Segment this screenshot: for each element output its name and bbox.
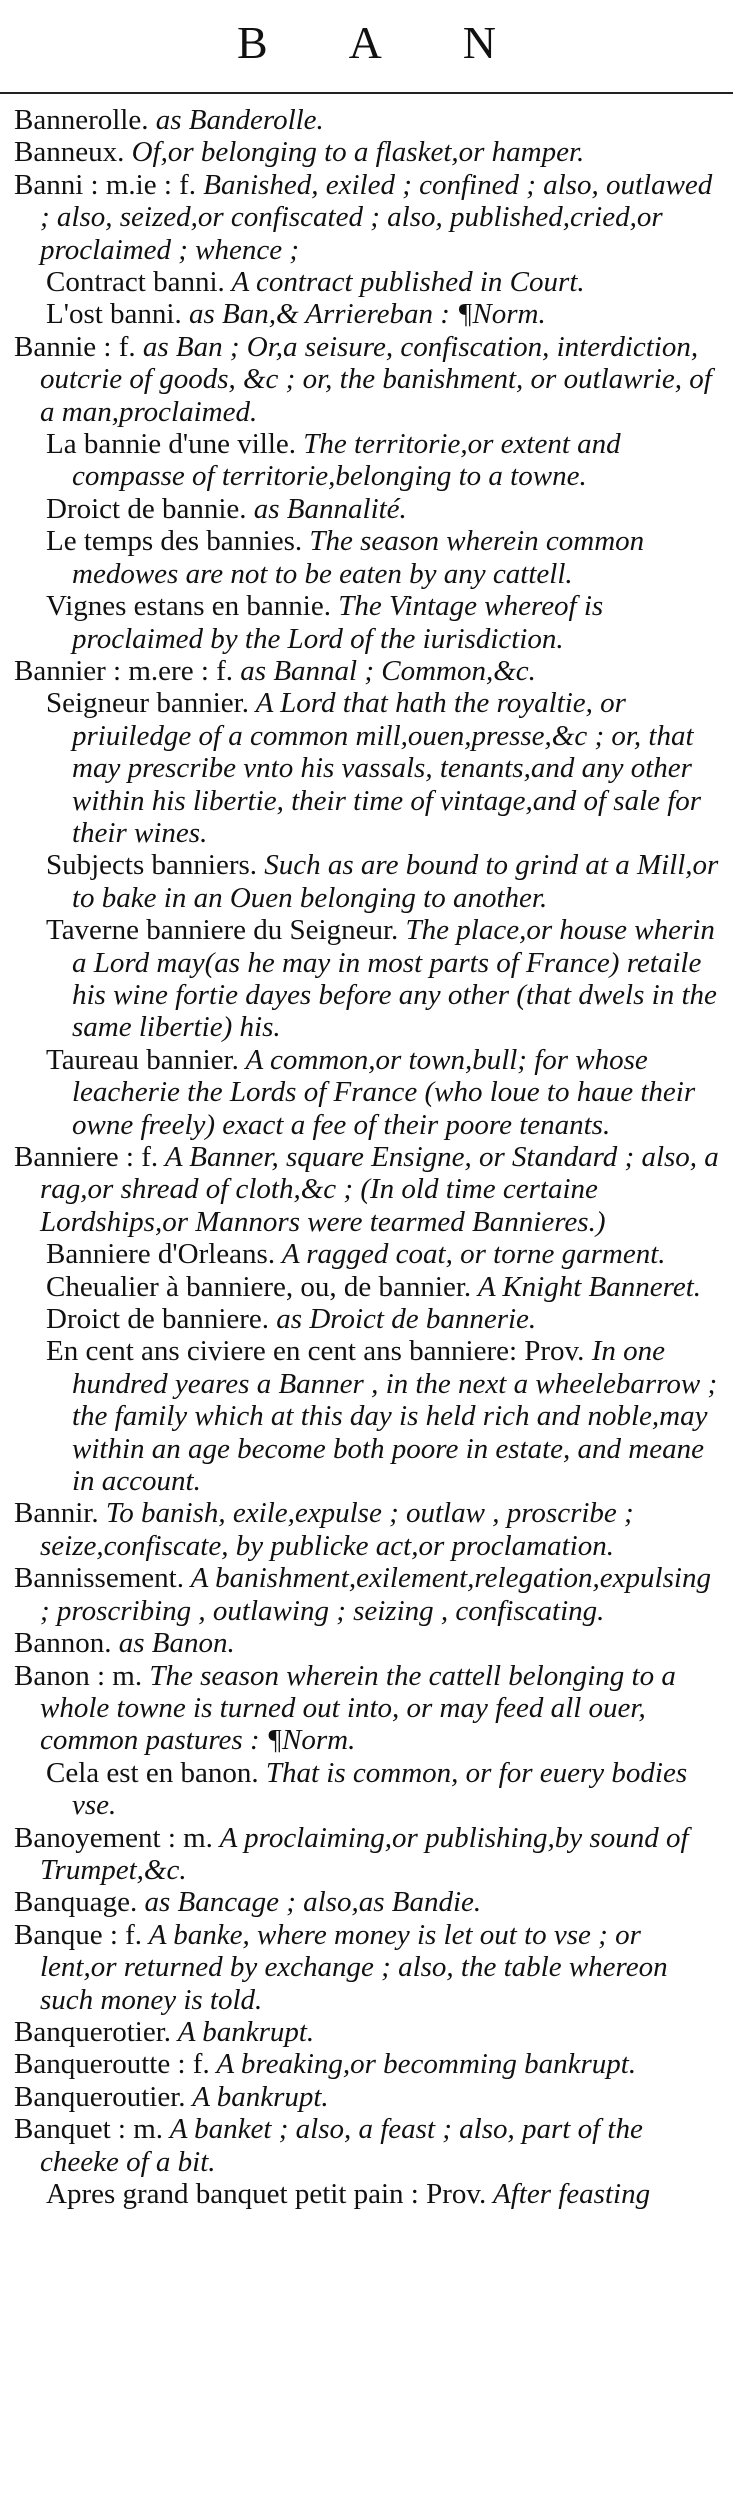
dictionary-entry: [14, 2016, 720, 2048]
entry-headword: Banquerotier.: [14, 2015, 172, 2048]
entry-headword: Bannie : f.: [14, 330, 136, 363]
entry-headword: Banon : m.: [14, 1659, 143, 1692]
entry-definition: The Vintage whereof is proclaimed by the Lord of the iurisdiction.: [72, 590, 604, 655]
dictionary-entry: [14, 1886, 720, 1918]
entry-headword: Banquage.: [14, 1886, 138, 1919]
dictionary-entry: [14, 1627, 720, 1659]
entry-definition: as Ban,& Arriereban : ¶Norm.: [181, 298, 546, 331]
entry-headword: Cheualier à banniere, ou, de bannier.: [46, 1270, 472, 1303]
entry-headword: Taureau bannier.: [46, 1043, 239, 1076]
dictionary-entry: [14, 1822, 720, 1887]
dictionary-subentry: [14, 1757, 720, 1822]
entry-definition: To banish, exile,expulse ; outlaw , proscribe ; seize,confiscate, by publicke act,or proclamation.: [40, 1497, 634, 1562]
dictionary-subentry: [14, 493, 720, 525]
entry-headword: Contract banni.: [46, 266, 225, 299]
dictionary-subentry: [14, 428, 720, 493]
dictionary-subentry: [14, 687, 720, 849]
dictionary-subentry: [14, 2178, 720, 2210]
dictionary-subentry: [14, 1303, 720, 1335]
entry-definition: The season wherein common medowes are not to be eaten by any cattell.: [72, 525, 645, 590]
entry-definition: Of,or belonging to a flasket,or hamper.: [124, 136, 585, 169]
entry-headword: Bannon.: [14, 1627, 112, 1660]
entry-definition: as Banderolle.: [148, 104, 324, 136]
entry-definition: In one hundred yeares a Banner , in the next a wheelebarrow ; the family which at this day is held rich and noble,may within an age become both poore in estate, and meane in account.: [72, 1335, 718, 1498]
header-rule: [0, 92, 733, 94]
dictionary-entry: [14, 1919, 720, 2016]
entry-definition: The season wherein the cattell belonging to a whole towne is turned out into, or may feed all ouer, common pastures : ¶Norm.: [40, 1659, 676, 1757]
entry-definition: A Banner, square Ensigne, or Standard ; also, a rag,or shread of cloth,&c ; (In old time certaine Lordships,or Mannors were tearmed Bannieres.): [40, 1141, 719, 1238]
entry-definition: as Bannalité.: [246, 492, 407, 525]
entry-definition: Banished, exiled ; confined ; also, outlawed ; also, seized,or confiscated ; also, published,cried,or proclaimed ; whence ;: [40, 168, 713, 266]
entry-definition: as Bannal ; Common,&c.: [233, 654, 536, 687]
entry-definition: A contract published in Court.: [224, 266, 585, 299]
entry-definition: After feasting: [486, 2178, 651, 2210]
entry-headword: Vignes estans en bannie.: [46, 590, 331, 623]
entry-headword: Banniere : f.: [14, 1141, 159, 1173]
entry-headword: Banqueroutte : f.: [14, 2048, 210, 2081]
entry-headword: Banneux.: [14, 136, 125, 169]
dictionary-entry: [14, 331, 720, 428]
entry-definition: The territorie,or extent and compasse of territorie,belonging to a towne.: [72, 428, 621, 493]
entry-headword: Droict de banniere.: [46, 1303, 270, 1336]
dictionary-subentry: [14, 1271, 720, 1303]
entry-definition: as Droict de bannerie.: [269, 1303, 537, 1336]
entry-headword: Bannissement.: [14, 1562, 184, 1595]
entry-definition: The place,or house wherin a Lord may(as he may in most parts of France) retaile his wine fortie dayes before any other (that dwels in the same libertie) his.: [72, 914, 717, 1044]
entry-headword: La bannie d'une ville.: [46, 428, 297, 461]
entry-headword: Bannerolle.: [14, 104, 149, 136]
entry-headword: Apres grand banquet petit pain : Prov.: [46, 2178, 487, 2210]
dictionary-entry: [14, 1497, 720, 1562]
dictionary-subentry: [14, 1238, 720, 1270]
dictionary-subentry: [14, 525, 720, 590]
entry-headword: Banque : f.: [14, 1918, 143, 1951]
entry-headword: Banoyement : m.: [14, 1821, 213, 1854]
entry-headword: Droict de bannie.: [46, 492, 247, 525]
dictionary-subentry: [14, 590, 720, 655]
entry-definition: Such as are bound to grind at a Mill,or to bake in an Ouen belonging to another.: [72, 849, 719, 914]
dictionary-subentry: [14, 298, 720, 330]
dictionary-entry: [14, 2081, 720, 2113]
entry-definition: A Lord that hath the royaltie, or priuiledge of a common mill,ouen,presse,&c ; or, that may prescribe vnto his vassals, tenants,and any other within his libertie, their time of vintage,and of sale for their wines.: [72, 687, 702, 849]
dictionary-entry: [14, 136, 720, 168]
entry-headword: Banni : m.ie : f.: [14, 168, 197, 201]
entry-definition: A ragged coat, or torne garment.: [275, 1238, 666, 1271]
dictionary-entry: [14, 1562, 720, 1627]
dictionary-entry: [14, 2048, 720, 2080]
dictionary-entry: [14, 1660, 720, 1757]
entry-headword: L'ost banni.: [46, 298, 182, 331]
dictionary-entry: [14, 104, 720, 136]
entry-definition: A bankrupt.: [171, 2015, 315, 2048]
entry-definition: A common,or town,bull; for whose leacherie the Lords of France (who loue to haue their owne freely) exact a fee of their poore tenants.: [72, 1043, 696, 1141]
entry-definition: A Knight Banneret.: [471, 1270, 702, 1303]
entry-definition: A proclaiming,or publishing,by sound of Trumpet,&c.: [40, 1821, 689, 1886]
entry-headword: En cent ans civiere en cent ans banniere: Prov.: [46, 1335, 585, 1368]
entry-headword: Subjects banniers.: [46, 849, 258, 882]
entry-headword: Banquet : m.: [14, 2113, 164, 2146]
dictionary-subentry: [14, 266, 720, 298]
dictionary-subentry: [14, 914, 720, 1044]
dictionary-subentry: [14, 849, 720, 914]
entry-list: [14, 104, 720, 2210]
dictionary-entry: [14, 1141, 720, 1238]
page-header: [0, 0, 733, 92]
entry-headword: Banniere d'Orleans.: [46, 1238, 276, 1271]
entry-definition: as Ban ; Or,a seisure, confiscation, interdiction, outcrie of goods, &c ; or, the banishment, or outlawrie, of a man,proclaimed.: [40, 330, 712, 428]
entry-headword: Taverne banniere du Seigneur.: [46, 914, 399, 947]
entry-definition: A breaking,or becomming bankrupt.: [209, 2048, 637, 2081]
entry-headword: Le temps des bannies.: [46, 525, 303, 558]
entry-definition: A bankrupt.: [185, 2080, 329, 2113]
entry-definition: as Bancage ; also,as Bandie.: [137, 1886, 482, 1919]
dictionary-entry: [14, 655, 720, 687]
entry-headword: Cela est en banon.: [46, 1756, 259, 1789]
entry-headword: Bannir.: [14, 1497, 99, 1530]
entry-definition: That is common, or for euery bodies vse.: [72, 1756, 688, 1822]
entry-headword: Seigneur bannier.: [46, 687, 249, 720]
entry-definition: A banishment,exilement,relegation,expulsing ; proscribing , outlawing ; seizing , confiscating.: [40, 1562, 711, 1627]
dictionary-entry: [14, 2113, 720, 2178]
entry-headword: Banqueroutier.: [14, 2080, 186, 2113]
dictionary-entry: [14, 169, 720, 266]
entry-definition: as Banon.: [111, 1627, 235, 1660]
entry-definition: A banket ; also, a feast ; also, part of the cheeke of a bit.: [40, 2113, 643, 2178]
entry-headword: Bannier : m.ere : f.: [14, 654, 234, 687]
running-head: B A N: [236, 17, 533, 68]
dictionary-subentry: [14, 1044, 720, 1141]
entry-definition: A banke, where money is let out to vse ; or lent,or returned by exchange ; also, the table whereon such money is told.: [40, 1918, 668, 2016]
dictionary-subentry: [14, 1335, 720, 1497]
